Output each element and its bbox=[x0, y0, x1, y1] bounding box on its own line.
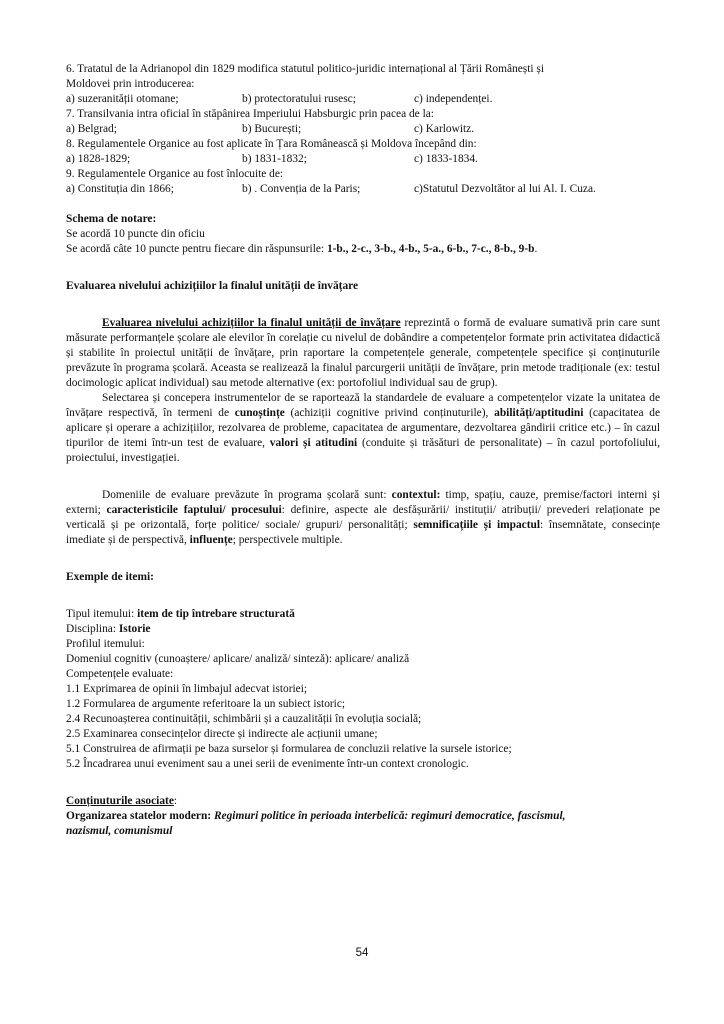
examples-heading: Exemple de itemi: bbox=[66, 571, 154, 583]
competency-item: 2.5 Examinarea consecințelor directe și indirecte ale acțiunii umane; bbox=[66, 728, 378, 740]
option-c: c) 1833-1834. bbox=[414, 153, 478, 165]
option-a: a) Belgrad; bbox=[66, 123, 117, 135]
scoring-answers: 1-b., 2-c., 3-b., 4-b., 5-a., 6-b., 7-c., 8-b., 9-b bbox=[326, 243, 535, 255]
item-cognitive-domain: Domeniul cognitiv (cunoaștere/ aplicare/ analiză/ sinteză): aplicare/ analiză bbox=[66, 653, 410, 665]
competencies-label: Competențele evaluate: bbox=[66, 668, 174, 680]
question-6-options bbox=[66, 92, 660, 107]
document-page bbox=[66, 62, 660, 839]
question-9-options bbox=[66, 182, 660, 197]
question-7-text: 7. Transilvania intra oficial în stăpânirea Imperiului Habsburgic prin pacea de la: bbox=[66, 108, 434, 120]
competency-item: 5.1 Construirea de afirmații pe baza surselor și formularea de concluzii relative la sursele istorice; bbox=[66, 743, 512, 755]
question-7-options bbox=[66, 122, 660, 137]
option-a: a) suzeranității otomane; bbox=[66, 93, 179, 105]
option-b: b) București; bbox=[242, 123, 302, 135]
competency-item: 1.1 Exprimarea de opinii în limbajul adecvat istoriei; bbox=[66, 683, 308, 695]
option-a: a) 1828-1829; bbox=[66, 153, 131, 165]
scoring-title: Schema de notare: bbox=[66, 213, 157, 225]
item-discipline: Disciplina: Istorie bbox=[66, 623, 151, 635]
eval-paragraph-3: Domeniile de evaluare prevăzute în programa școlară sunt: contextul: timp, spațiu, cauze, premise/factori interni și externi; caracteristicile faptului/ procesului: definire, aspecte ale desfășurării/ instituții/ atribuții/ prevederi relaționate pe verticală și pe orizontală, forțe politice/ sociale/ grupuri/ personalități; semnificațiile și impactul: însemnătate, consecințe imediate și de perspectivă, influențe; perspectivele multiple. bbox=[66, 489, 661, 546]
section-heading: Evaluarea nivelului achizițiilor la finalul unității de învățare bbox=[66, 280, 359, 292]
scoring-line-1: Se acordă 10 puncte din oficiu bbox=[66, 228, 205, 240]
question-8-text: 8. Regulamentele Organice au fost aplicate în Țara Românească și Moldova începând din: bbox=[66, 138, 477, 150]
question-6-text-cont: Moldovei prin introducerea: bbox=[66, 78, 195, 90]
associated-contents-label: Conținuturile asociate: bbox=[66, 795, 178, 807]
option-c: c) Karlowitz. bbox=[414, 123, 475, 135]
eval-paragraph-2: Selectarea și concepera instrumentelor de se raportează la standardele de evaluare a competențelor vizate la unitatea de învățare respectivă, în termeni de cunoștințe (achiziții cognitive privind conținuturile), abilități/aptitudini (capacitatea de aplicare și operare a achizițiilor, rezolvarea de probleme, capacitatea de argumentare, dezvoltarea gândirii critice etc.) – în cazul tipurilor de itemi într-un test de evaluare, valori și atitudini (conduite și trăsături de personalitate) – în cazul portofoliului, proiectului, investigației. bbox=[66, 392, 661, 464]
option-c: c) independenței. bbox=[414, 93, 493, 105]
option-b: b) protectoratului rusesc; bbox=[242, 93, 356, 105]
competency-item: 1.2 Formularea de argumente referitoare la un subiect istoric; bbox=[66, 698, 346, 710]
competency-item: 2.4 Recunoașterea continuității, schimbării și a cauzalității în evoluția socială; bbox=[66, 713, 422, 725]
competency-item: 5.2 Încadrarea unui eveniment sau a unei serii de evenimente într-un context cronologic. bbox=[66, 758, 469, 770]
option-b: b) . Convenția de la Paris; bbox=[242, 183, 361, 195]
question-6-text: 6. Tratatul de la Adrianopol din 1829 modifica statutul politico-juridic internațional al Țării Românești și bbox=[66, 63, 545, 75]
eval-paragraph-1: Evaluarea nivelului achizițiilor la finalul unității de învățare reprezintă o formă de evaluare sumativă prin care sunt măsurate performanțele școlare ale elevilor în corelație cu nivelul de dobândire a competențelor formate prin activitatea didactică și stabilite în proiectul unității de învățare, prin raportare la competențele generale, competențele specifice și conținuturile prevăzute în programa școlară. Aceasta se realizează la finalul parcurgerii unității de învățare, prin metode tradiționale (ex: testul docimologic aplicat individual) sau metode alternative (ex: portofoliul individual sau de grup). bbox=[66, 317, 660, 389]
associated-contents-line-2: nazismul, comunismul bbox=[66, 825, 173, 837]
question-8-options bbox=[66, 152, 660, 167]
option-c: c)Statutul Dezvoltător al lui Al. I. Cuza. bbox=[414, 183, 596, 195]
item-profile: Profilul itemului: bbox=[66, 638, 145, 650]
item-type: Tipul itemului: item de tip întrebare structurată bbox=[66, 608, 295, 620]
question-9-text: 9. Regulamentele Organice au fost înlocuite de: bbox=[66, 168, 284, 180]
option-a: a) Constituția din 1866; bbox=[66, 183, 174, 195]
scoring-line-2: Se acordă câte 10 puncte pentru fiecare din răspunsurile: 1-b., 2-c., 3-b., 4-b., 5-a., 6-b., 7-c., 8-b., 9-b. bbox=[66, 243, 538, 255]
page-number: 54 bbox=[355, 947, 369, 959]
option-b: b) 1831-1832; bbox=[242, 153, 307, 165]
associated-contents-line-1: Organizarea statelor modern: Regimuri politice în perioada interbelică: regimuri democratice, fascismul, bbox=[66, 810, 566, 822]
